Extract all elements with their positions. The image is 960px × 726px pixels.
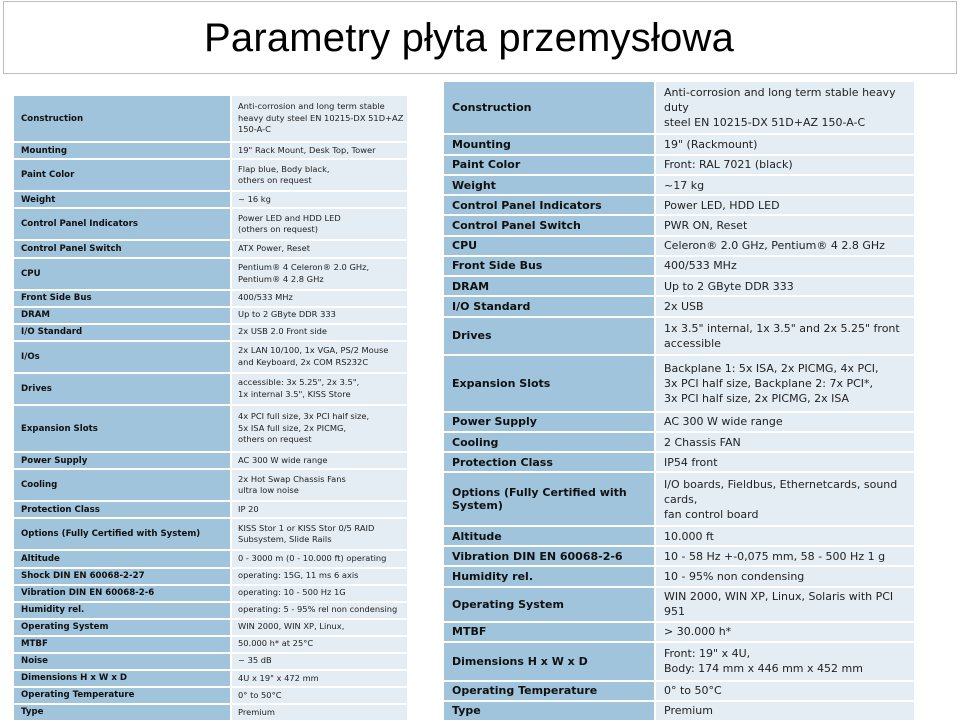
spec-table-left — [14, 96, 407, 722]
left-table-param-value: Anti-corrosion and long term stable heavy duty steel EN 10215-DX 51D+AZ 150-A-C — [232, 96, 407, 141]
left-table-row — [14, 143, 407, 160]
right-table-param-name: Type — [444, 702, 656, 720]
right-table-param-name: CPU — [444, 237, 656, 255]
left-table-row — [14, 603, 407, 620]
right-table-param-name: Operating System — [444, 588, 656, 621]
left-table-param-name: Dimensions H x W x D — [14, 671, 232, 686]
left-table-param-name: Type — [14, 705, 232, 720]
right-table-param-name: Drives — [444, 318, 656, 354]
left-table-row — [14, 325, 407, 342]
left-table-param-name: Options (Fully Certified with System) — [14, 519, 232, 549]
right-table-param-value: 10 - 58 Hz +-0,075 mm, 58 - 500 Hz 1 g — [656, 547, 914, 565]
right-table-param-name: Control Panel Switch — [444, 216, 656, 234]
left-table-row — [14, 620, 407, 637]
right-table-param-name: Construction — [444, 82, 656, 133]
left-table-param-name: Control Panel Indicators — [14, 209, 232, 239]
right-table-param-value: 19" (Rackmount) — [656, 135, 914, 153]
left-table-param-value: ~ 16 kg — [232, 192, 407, 207]
left-table-param-name: Drives — [14, 374, 232, 404]
right-table-param-name: Vibration DIN EN 60068-2-6 — [444, 547, 656, 565]
right-table-param-value: Celeron® 2.0 GHz, Pentium® 4 2.8 GHz — [656, 237, 914, 255]
left-table-param-value: 2x USB 2.0 Front side — [232, 325, 407, 340]
right-table-row — [444, 623, 914, 643]
left-table-param-name: I/Os — [14, 342, 232, 372]
right-table-param-name: DRAM — [444, 277, 656, 295]
spec-table-right — [444, 82, 914, 722]
right-table-param-value: Up to 2 GByte DDR 333 — [656, 277, 914, 295]
right-table-param-name: Altitude — [444, 527, 656, 545]
left-table-param-value: 50.000 h* at 25°C — [232, 637, 407, 652]
left-table-param-value: operating: 5 - 95% rel non condensing — [232, 603, 407, 618]
left-table-param-name: Vibration DIN EN 60068-2-6 — [14, 586, 232, 601]
left-table-param-value: operating: 10 - 500 Hz 1G — [232, 586, 407, 601]
right-table-row — [444, 176, 914, 196]
left-table-param-name: Altitude — [14, 551, 232, 566]
right-table-row — [444, 547, 914, 567]
right-table-param-name: Cooling — [444, 433, 656, 451]
left-table-param-name: I/O Standard — [14, 325, 232, 340]
left-table-row — [14, 308, 407, 325]
left-table-param-name: Noise — [14, 654, 232, 669]
right-table-param-name: Front Side Bus — [444, 257, 656, 275]
left-table-param-value: Power LED and HDD LED (others on request) — [232, 209, 407, 239]
right-table-row — [444, 682, 914, 702]
left-table-param-value: AC 300 W wide range — [232, 453, 407, 468]
left-table-param-value: ATX Power, Reset — [232, 241, 407, 256]
left-table-param-value: 2x LAN 10/100, 1x VGA, PS/2 Mouse and Keyboard, 2x COM RS232C — [232, 342, 407, 372]
left-table-row — [14, 637, 407, 654]
right-table-param-value: 400/533 MHz — [656, 257, 914, 275]
right-table-param-value: 10.000 ft — [656, 527, 914, 545]
left-table-param-name: Power Supply — [14, 453, 232, 468]
left-table-param-value: 0° to 50°C — [232, 688, 407, 703]
right-table-row — [444, 135, 914, 155]
right-table-param-value: 2 Chassis FAN — [656, 433, 914, 451]
left-table-row — [14, 160, 407, 192]
left-table-row — [14, 569, 407, 586]
right-table-param-name: Power Supply — [444, 413, 656, 431]
right-table-param-name: Weight — [444, 176, 656, 194]
right-table-param-name: Protection Class — [444, 453, 656, 471]
right-table-row — [444, 156, 914, 176]
right-table-param-name: Paint Color — [444, 156, 656, 174]
left-table-row — [14, 671, 407, 688]
left-table-param-value: WIN 2000, WIN XP, Linux, — [232, 620, 407, 635]
left-table-row — [14, 192, 407, 209]
left-table-row — [14, 259, 407, 291]
left-table-param-name: Control Panel Switch — [14, 241, 232, 256]
left-table-row — [14, 502, 407, 519]
right-table-param-value: Front: RAL 7021 (black) — [656, 156, 914, 174]
right-table-row — [444, 237, 914, 257]
left-table-param-name: Humidity rel. — [14, 603, 232, 618]
right-table-row — [444, 356, 914, 413]
left-table-param-value: 4x PCI full size, 3x PCI half size, 5x ISA full size, 2x PICMG, others on request — [232, 406, 407, 451]
right-table-param-value: ~17 kg — [656, 176, 914, 194]
right-table-param-name: MTBF — [444, 623, 656, 641]
right-table-row — [444, 216, 914, 236]
left-table-row — [14, 374, 407, 406]
right-table-param-value: Power LED, HDD LED — [656, 196, 914, 214]
right-table-row — [444, 277, 914, 297]
right-table-row — [444, 297, 914, 317]
right-table-row — [444, 567, 914, 587]
left-table-param-value: Up to 2 GByte DDR 333 — [232, 308, 407, 323]
right-table-param-value: I/O boards, Fieldbus, Ethernetcards, sound cards, fan control board — [656, 473, 914, 524]
left-table-param-value: 4U x 19" x 472 mm — [232, 671, 407, 686]
left-table-row — [14, 342, 407, 374]
left-table-param-name: MTBF — [14, 637, 232, 652]
left-table-row — [14, 291, 407, 308]
left-table-param-name: DRAM — [14, 308, 232, 323]
left-table-param-name: Paint Color — [14, 160, 232, 190]
left-table-param-name: Mounting — [14, 143, 232, 158]
right-table-param-name: Options (Fully Certified with System) — [444, 473, 656, 524]
left-table-param-name: Operating Temperature — [14, 688, 232, 703]
right-table-row — [444, 413, 914, 433]
right-table-row — [444, 257, 914, 277]
right-table-param-name: Expansion Slots — [444, 356, 656, 411]
right-table-param-value: Premium — [656, 702, 914, 720]
left-table-row — [14, 551, 407, 568]
right-table-param-value: 10 - 95% non condensing — [656, 567, 914, 585]
left-table-param-value: ~ 35 dB — [232, 654, 407, 669]
right-table-row — [444, 82, 914, 135]
left-table-param-name: Operating System — [14, 620, 232, 635]
left-table-param-value: Pentium® 4 Celeron® 2.0 GHz, Pentium® 4 2.8 GHz — [232, 259, 407, 289]
right-table-param-value: 0° to 50°C — [656, 682, 914, 700]
left-table-param-name: Expansion Slots — [14, 406, 232, 451]
slide-title: Parametry płyta przemysłowa — [204, 16, 735, 60]
slide-title-box — [3, 1, 957, 74]
left-table-param-value: 400/533 MHz — [232, 291, 407, 306]
left-table-row — [14, 688, 407, 705]
right-table-param-value: Anti-corrosion and long term stable heavy duty steel EN 10215-DX 51D+AZ 150-A-C — [656, 82, 914, 133]
left-table-param-value: Premium — [232, 705, 407, 720]
right-table-param-name: Dimensions H x W x D — [444, 643, 656, 679]
right-table-row — [444, 527, 914, 547]
right-table-row — [444, 318, 914, 356]
right-table-param-name: I/O Standard — [444, 297, 656, 315]
right-table-param-value: 1x 3.5" internal, 1x 3.5" and 2x 5.25" front accessible — [656, 318, 914, 354]
right-table-param-value: AC 300 W wide range — [656, 413, 914, 431]
left-table-row — [14, 519, 407, 551]
right-table-row — [444, 588, 914, 623]
right-table-param-name: Operating Temperature — [444, 682, 656, 700]
right-table-param-value: PWR ON, Reset — [656, 216, 914, 234]
left-table-param-name: Cooling — [14, 470, 232, 500]
left-table-row — [14, 96, 407, 143]
left-table-row — [14, 241, 407, 258]
right-table-row — [444, 702, 914, 722]
left-table-row — [14, 705, 407, 722]
right-table-param-value: WIN 2000, WIN XP, Linux, Solaris with PCI 951 — [656, 588, 914, 621]
right-table-param-value: 2x USB — [656, 297, 914, 315]
left-table-row — [14, 453, 407, 470]
left-table-row — [14, 586, 407, 603]
right-table-row — [444, 643, 914, 681]
right-table-param-value: IP54 front — [656, 453, 914, 471]
right-table-param-name: Humidity rel. — [444, 567, 656, 585]
left-table-row — [14, 654, 407, 671]
left-table-param-value: operating: 15G, 11 ms 6 axis — [232, 569, 407, 584]
right-table-param-value: Backplane 1: 5x ISA, 2x PICMG, 4x PCI, 3x PCI half size, Backplane 2: 7x PCI*, 3x PCI half size, 2x PICMG, 2x ISA — [656, 356, 914, 411]
left-table-param-value: KISS Stor 1 or KISS Stor 0/5 RAID Subsystem, Slide Rails — [232, 519, 407, 549]
left-table-param-name: CPU — [14, 259, 232, 289]
left-table-param-value: accessible: 3x 5.25", 2x 3.5", 1x internal 3.5", KISS Store — [232, 374, 407, 404]
left-table-row — [14, 470, 407, 502]
left-table-param-name: Protection Class — [14, 502, 232, 517]
left-table-param-name: Weight — [14, 192, 232, 207]
right-table-param-value: Front: 19" x 4U, Body: 174 mm x 446 mm x 452 mm — [656, 643, 914, 679]
right-table-row — [444, 196, 914, 216]
right-table-row — [444, 453, 914, 473]
right-table-param-value: > 30.000 h* — [656, 623, 914, 641]
left-table-param-name: Shock DIN EN 60068-2-27 — [14, 569, 232, 584]
right-table-row — [444, 473, 914, 526]
right-table-param-name: Control Panel Indicators — [444, 196, 656, 214]
left-table-param-value: Flap blue, Body black, others on request — [232, 160, 407, 190]
left-table-row — [14, 209, 407, 241]
left-table-param-value: 2x Hot Swap Chassis Fans ultra low noise — [232, 470, 407, 500]
left-table-param-name: Construction — [14, 96, 232, 141]
left-table-param-value: IP 20 — [232, 502, 407, 517]
right-table-row — [444, 433, 914, 453]
right-table-param-name: Mounting — [444, 135, 656, 153]
left-table-row — [14, 406, 407, 453]
left-table-param-value: 19" Rack Mount, Desk Top, Tower — [232, 143, 407, 158]
left-table-param-value: 0 - 3000 m (0 - 10.000 ft) operating — [232, 551, 407, 566]
left-table-param-name: Front Side Bus — [14, 291, 232, 306]
